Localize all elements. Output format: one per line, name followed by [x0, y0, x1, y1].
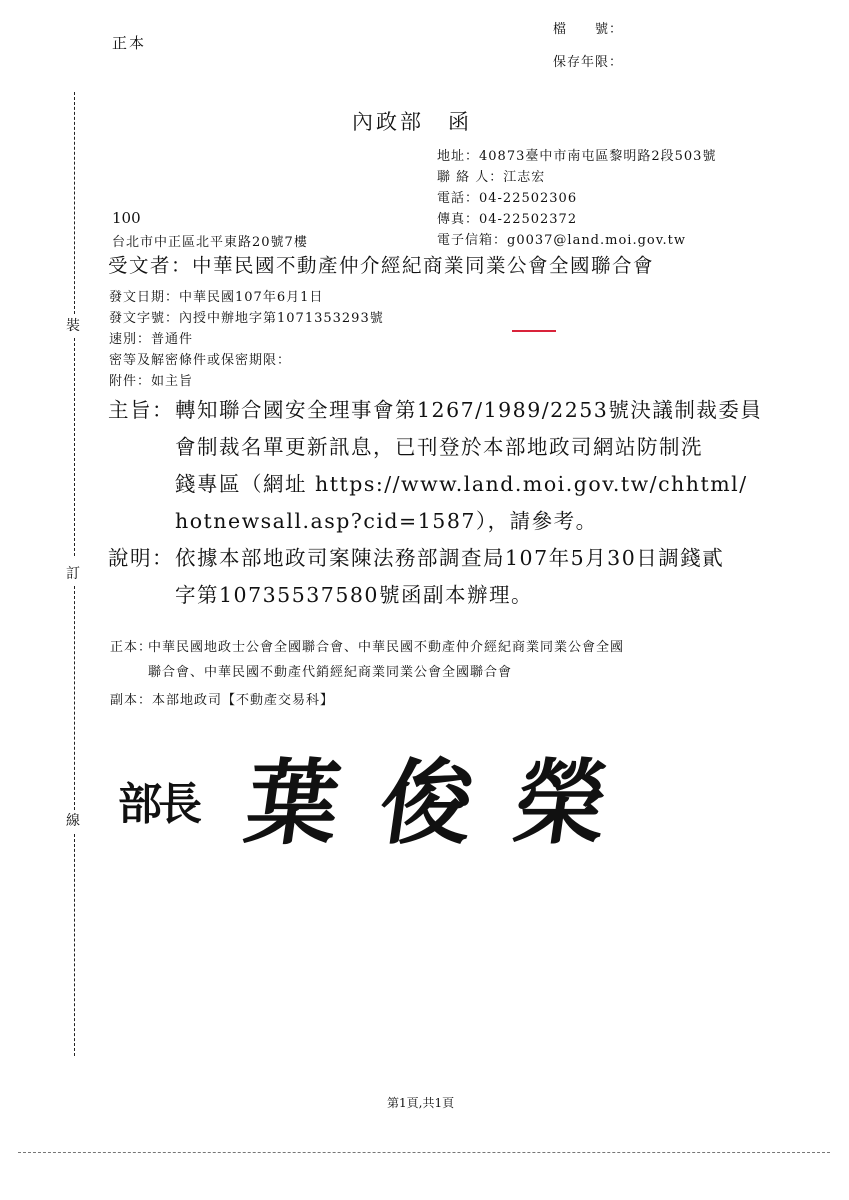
original-recipients-label: 正本：: [110, 640, 153, 655]
retention-period-label: 保存年限：: [553, 55, 624, 70]
sender-contact: 聯 絡 人：江志宏: [437, 170, 546, 185]
delivery-speed: 速別：普通件: [109, 332, 194, 347]
minister-name-handwritten: 葉俊榮: [239, 749, 657, 857]
explanation-line-2: 字第10735537580號函副本辦理。: [175, 583, 533, 607]
binding-line-mid2: [74, 586, 75, 810]
addressee: 受文者：中華民國不動產仲介經紀商業同業公會全國聯合會: [108, 254, 655, 277]
footer-rule: [18, 1152, 830, 1153]
document-number: 發文字號：內授中辦地字第1071353293號: [109, 311, 384, 326]
copy-recipients: 副本：本部地政司【不動產交易科】: [110, 693, 335, 708]
sender-email: 電子信箱：g0037@land.moi.gov.tw: [437, 233, 687, 248]
subject-line-1: 轉知聯合國安全理事會第1267/1989/2253號決議制裁委員: [175, 398, 763, 422]
page-number: 第1頁,共1頁: [387, 1096, 455, 1110]
attachment: 附件：如主旨: [109, 374, 194, 389]
minister-title: 部長: [118, 779, 198, 830]
binding-label-xian: 線: [66, 813, 80, 829]
original-copy-stamp: 正本: [112, 34, 147, 52]
document-title: 內政部 函: [352, 110, 472, 134]
sender-fax: 傳真：04-22502372: [437, 212, 578, 227]
binding-line-bottom: [74, 834, 75, 1056]
sender-address: 地址：40873臺中市南屯區黎明路2段503號: [437, 149, 717, 164]
original-recipients-line-2: 聯合會、中華民國不動產代銷經紀商業同業公會全國聯合會: [148, 665, 513, 680]
binding-label-zhuang: 裝: [66, 318, 80, 334]
recipient-address: 台北市中正區北平東路20號7樓: [112, 235, 308, 250]
subject-line-4: hotnewsall.asp?cid=1587），請參考。: [175, 509, 598, 533]
secrecy-level: 密等及解密條件或保密期限：: [109, 353, 292, 368]
sender-phone: 電話：04-22502306: [437, 191, 578, 206]
red-ink-mark: [512, 330, 556, 332]
binding-label-ding: 訂: [66, 566, 80, 582]
explanation-line-1: 依據本部地政司案陳法務部調查局107年5月30日調錢貳: [175, 546, 725, 570]
recipient-postcode: 100: [112, 209, 141, 227]
explanation-label: 說明：: [108, 546, 174, 570]
issue-date: 發文日期：中華民國107年6月1日: [109, 290, 324, 305]
file-number-label: 檔 號：: [553, 22, 624, 37]
subject-line-3: 錢專區（網址 https://www.land.moi.gov.tw/chhtml/: [175, 472, 748, 496]
binding-line-top: [74, 92, 75, 314]
subject-label: 主旨：: [108, 398, 174, 422]
original-recipients-line-1: 中華民國地政士公會全國聯合會、中華民國不動產仲介經紀商業同業公會全國: [148, 640, 625, 655]
subject-line-2: 會制裁名單更新訊息，已刊登於本部地政司網站防制洗: [175, 435, 703, 459]
binding-line-mid1: [74, 338, 75, 556]
